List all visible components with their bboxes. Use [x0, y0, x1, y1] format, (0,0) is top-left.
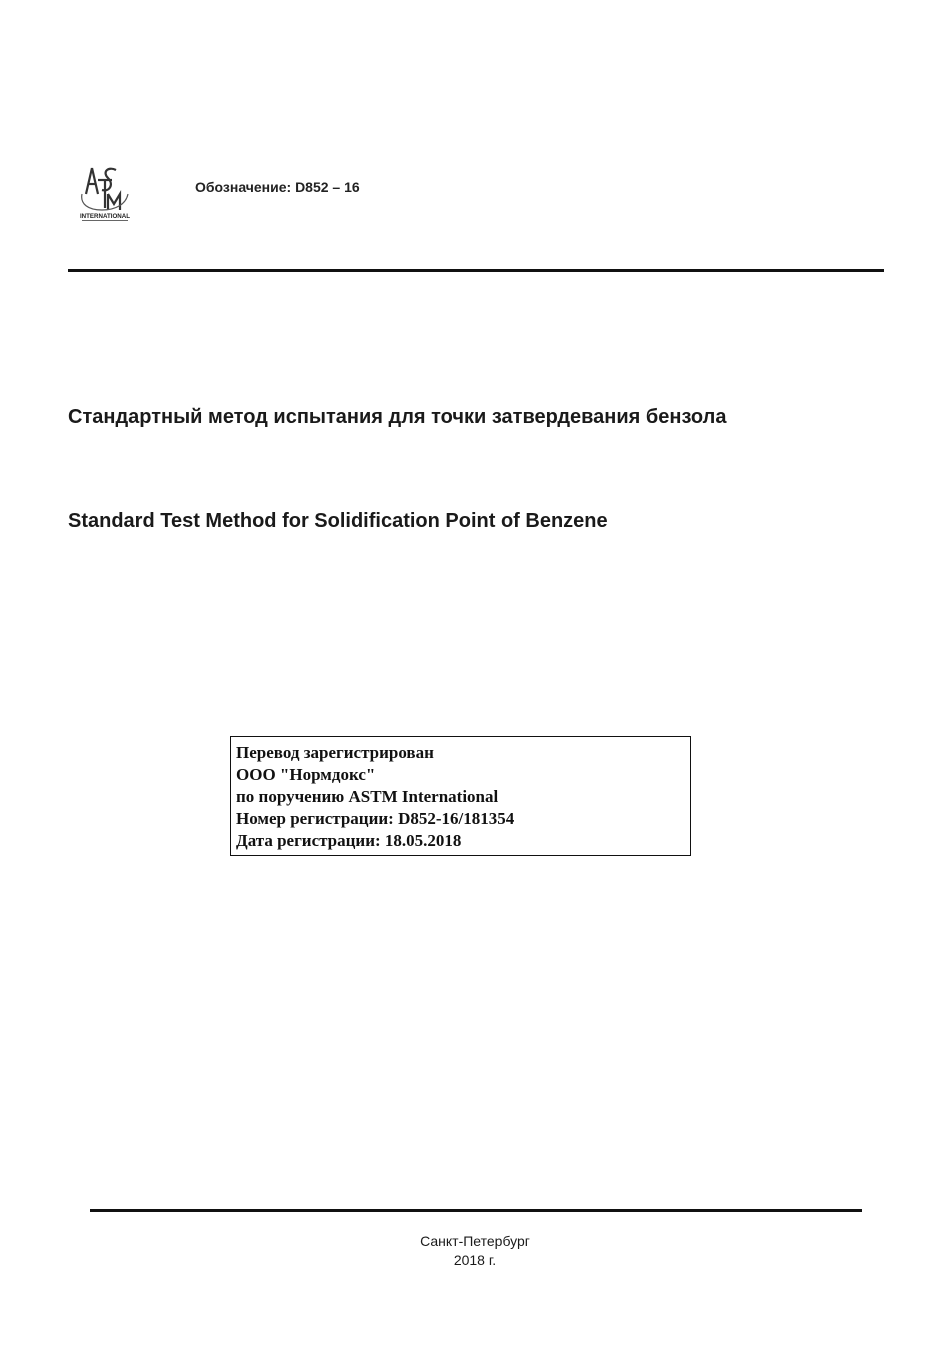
title-english: Standard Test Method for Solidification Point of Benzene [68, 510, 608, 532]
registration-line: Перевод зарегистрирован [236, 743, 434, 762]
top-divider [68, 269, 884, 272]
logo-text: INTERNATIONAL [79, 213, 131, 220]
registration-box [230, 736, 691, 856]
footer [0, 1232, 950, 1270]
registration-line: по поручению ASTM International [236, 787, 499, 806]
footer-year: 2018 г. [453, 1252, 497, 1268]
registration-line: Дата регистрации: 18.05.2018 [236, 831, 462, 850]
registration-line: ООО "Нормдокс" [236, 765, 376, 784]
bottom-divider [90, 1209, 862, 1212]
astm-logo [78, 164, 132, 222]
astm-logo-icon [78, 164, 132, 222]
registration-line: Номер регистрации: D852-16/181354 [236, 809, 515, 828]
title-russian: Стандартный метод испытания для точки затвердевания бензола [68, 406, 727, 428]
footer-city: Санкт-Петербург [420, 1233, 530, 1249]
designation: Обозначение: D852 – 16 [195, 179, 360, 195]
